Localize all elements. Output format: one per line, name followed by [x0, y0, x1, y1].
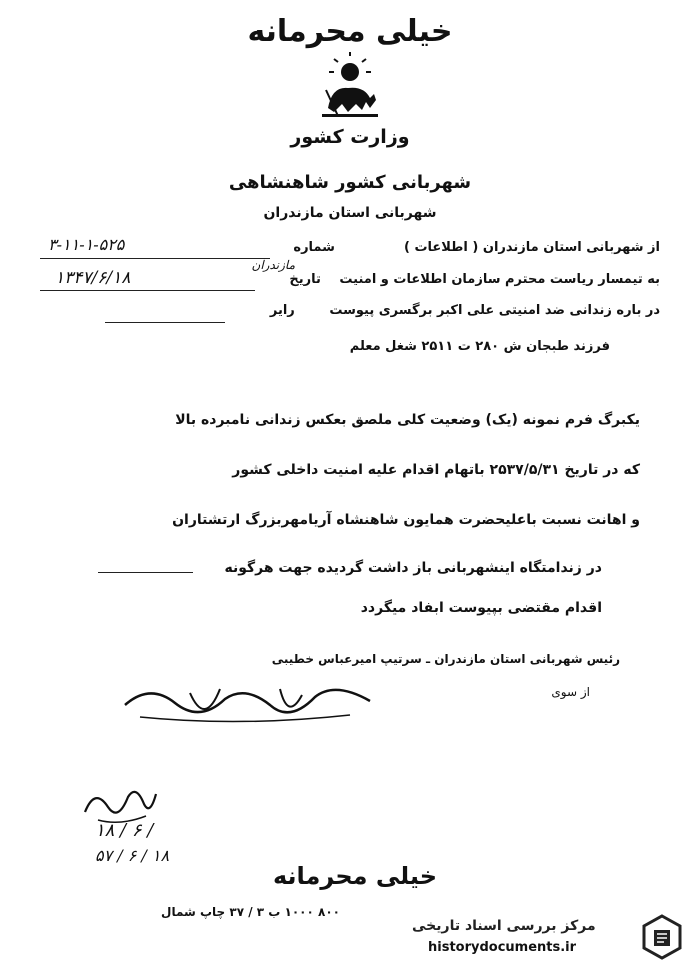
body-line-1: یکبرگ فرم نمونه (یک) وضعیت کلی ملصق بعکس زندانی نامبرده بالا: [175, 412, 640, 428]
body-line-3: و اهانت نسبت باعلیحضرت همایون شاهنشاه آریامهربزرگ ارتشتاران: [172, 512, 640, 528]
body-line-2: که در تاریخ ۲۵۳۷/۵/۳۱ باتهام اقدام علیه امنیت داخلی کشور: [232, 462, 640, 478]
archive-logo-icon: [640, 912, 684, 962]
date-underline: [40, 290, 255, 291]
number-label: شماره: [293, 240, 335, 255]
to-text: به تیمسار ریاست محترم سازمان اطلاعات و امنیت: [339, 272, 660, 287]
classification-stamp-top: خیلی محرمانه: [247, 14, 453, 49]
date-label: تاریخ: [289, 272, 321, 287]
police-country-title: شهربانی کشور شاهنشاهی: [228, 172, 472, 193]
annotation-date-2: ۵۷ / ۶ / ۱۸: [95, 846, 170, 865]
subject-underline: [105, 322, 225, 323]
body-line-5: اقدام مقتضی بپیوست ابفاد میگردد: [360, 600, 602, 616]
lion-and-sun-emblem-icon: [318, 50, 382, 120]
body-line-4: در زندامتگاه اینشهربانی باز داشت گردیده جهت هرگونه: [224, 560, 602, 576]
print-code: ۸۰۰ ۱۰۰۰ ب ۳ / ۳۷ چاپ شمال: [161, 905, 340, 919]
subject-line: [270, 303, 660, 318]
from-line: [293, 240, 660, 255]
signature-by: از سوی: [551, 685, 590, 699]
police-province-title: شهربانی استان مازندران: [263, 205, 437, 221]
subject-attach: رایر: [269, 303, 295, 318]
classification-stamp-bottom: خیلی محرمانه: [272, 862, 438, 890]
signature-title: رئیس شهربانی استان مازندران ـ سرتیپ امیرعباس خطیبی: [271, 652, 620, 666]
watermark-name: مرکز بررسی اسناد تاریخی: [412, 918, 596, 934]
subject-text: در باره زندانی ضد امنیتی علی اکبر برگسری پیوست: [329, 303, 660, 318]
body-fill-line: [98, 572, 193, 573]
watermark-url: historydocuments.ir: [428, 940, 577, 955]
date-value: ۱۳۴۷/۶/۱۸: [55, 268, 131, 288]
annotation-date-1: ۱۸ / ۶ /: [95, 820, 154, 841]
handwritten-signature: [120, 675, 380, 730]
ministry-title: وزارت کشور: [290, 126, 410, 148]
number-underline: [40, 258, 270, 259]
to-line: [289, 272, 660, 287]
from-text: از شهربانی استان مازندران ( اطلاعات ): [404, 240, 660, 255]
to-annotation: مازندران: [251, 258, 295, 272]
subject-line-2: فرزند طبجان ش ۲۸۰ ت ۲۵۱۱ شغل معلم: [349, 339, 610, 354]
number-value: ۳-۱۱-۱-۵۲۵: [48, 235, 125, 254]
